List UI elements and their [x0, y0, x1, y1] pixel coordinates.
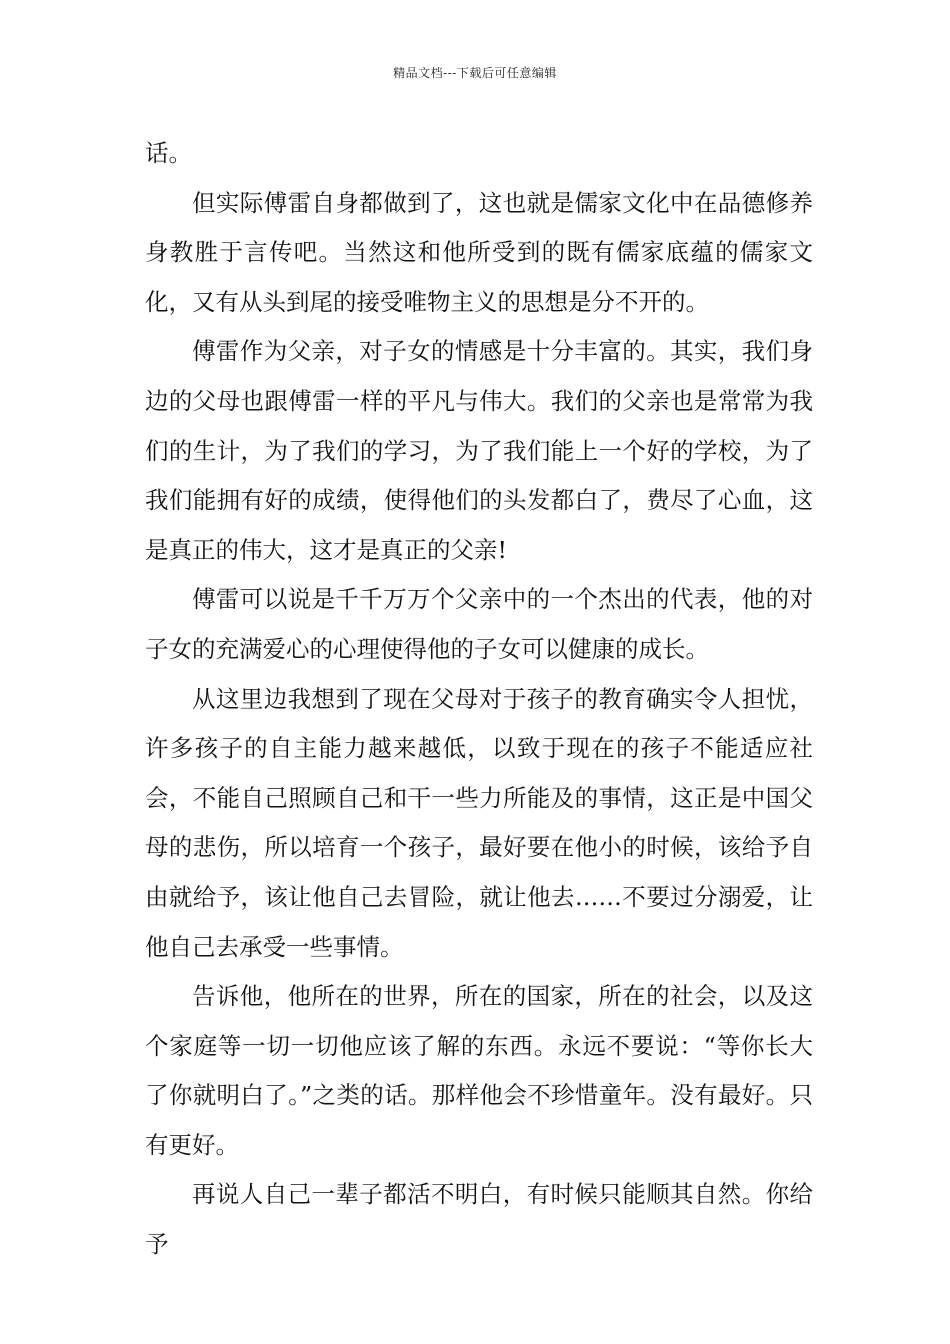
paragraph: 话。: [145, 139, 192, 167]
body-text: [145, 129, 813, 1270]
page-header: 精品文档---下载后可任意编辑: [393, 66, 557, 80]
paragraph: 从这里边我想到了现在父母对于孩子的教育确实令人担忧，许多孩子的自主能力越来越低，以致于现在的孩子不能适应社会，不能自己照顾自己和干一些力所能及的事情，这正是中国父母的悲伤，所以培育一个孩子，最好要在他小的时候，该给予自由就给予，该让他自己去冒险，就让他去……不要过分溺爱，让他自己去承受一些事情。: [145, 684, 813, 961]
paragraph: 傅雷可以说是千千万万个父亲中的一个杰出的代表，他的对子女的充满爱心的心理使得他的子女可以健康的成长。: [145, 585, 813, 663]
paragraph: 告诉他，他所在的世界，所在的国家，所在的社会，以及这个家庭等一切一切他应该了解的东西。永远不要说：“等你长大了你就明白了。”之类的话。那样他会不珍惜童年。没有最好。只有更好。: [145, 982, 813, 1159]
paragraph: 再说人自己一辈子都活不明白，有时候只能顺其自然。你给予: [145, 1180, 813, 1259]
paragraph: 但实际傅雷自身都做到了，这也就是儒家文化中在品德修养身教胜于言传吧。当然这和他所受到的既有儒家底蕴的儒家文化，又有从头到尾的接受唯物主义的思想是分不开的。: [145, 188, 813, 316]
paragraph: 傅雷作为父亲，对子女的情感是十分丰富的。其实，我们身边的父母也跟傅雷一样的平凡与伟大。我们的父亲也是常常为我们的生计，为了我们的学习，为了我们能上一个好的学校，为了我们能拥有好的成绩，使得他们的头发都白了，费尽了心血，这是真正的伟大，这才是真正的父亲!: [145, 337, 813, 564]
